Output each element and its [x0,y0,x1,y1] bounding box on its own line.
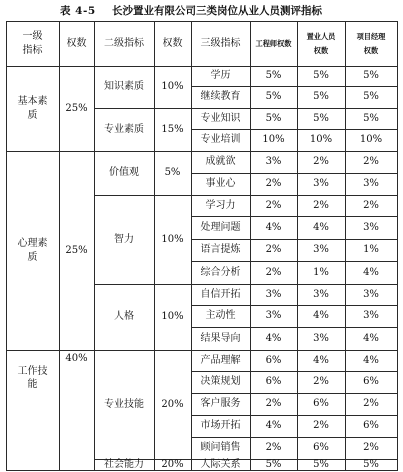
practitioner-weight: 6% [313,398,329,410]
engineer-weight: 5% [265,70,282,82]
pm-weight: 5% [363,91,379,103]
practitioner-weight: 5% [313,91,329,103]
header-level2: 二级指标 [104,37,144,49]
level2-weight: 10% [161,311,184,323]
header-level3: 三级指标 [200,37,241,49]
header-practitioner-weight: 置业人员 权数 [306,31,336,55]
level3-name: 自信开拓 [200,288,241,300]
level3-name: 客户服务 [200,398,241,410]
level3-name: 市场开拓 [200,420,241,432]
level3-name: 产品理解 [200,354,241,366]
practitioner-weight: 3% [313,244,329,256]
engineer-weight: 5% [265,91,282,103]
engineer-weight: 3% [265,310,282,322]
pm-weight: 3% [363,310,379,322]
engineer-weight: 4% [265,221,282,233]
engineer-weight: 10% [262,134,285,146]
level2-name: 专业技能 [104,398,144,410]
pm-weight: 5% [363,70,379,82]
level2-weight: 5% [164,167,181,179]
pm-weight: 2% [363,398,379,410]
engineer-weight: 4% [265,332,282,344]
level3-name: 学习力 [205,199,236,211]
table-number: 表 4-5 [60,5,96,17]
practitioner-weight: 2% [313,420,329,432]
level3-name: 继续教育 [200,91,241,103]
level2-name: 人格 [114,311,134,323]
pm-weight: 2% [363,156,379,168]
engineer-weight: 2% [265,442,282,454]
engineer-weight: 2% [265,199,282,211]
engineer-weight: 6% [265,354,282,366]
practitioner-weight: 2% [313,199,329,211]
level2-weight: 10% [161,233,184,245]
pm-weight: 2% [363,199,379,211]
practitioner-weight: 4% [313,221,329,233]
level3-name: 专业培训 [200,134,241,146]
level2-name: 知识素质 [104,81,144,93]
level2-weight: 15% [161,123,184,135]
header-level2-weight: 权数 [162,37,183,49]
pm-weight: 6% [363,376,379,388]
engineer-weight: 3% [265,156,282,168]
pm-weight: 3% [363,221,379,233]
pm-weight: 10% [359,134,383,146]
engineer-weight: 4% [265,420,282,432]
header-level1-weight: 权数 [66,37,87,49]
pm-weight: 2% [363,442,379,454]
level3-name: 人际关系 [200,459,241,471]
pm-weight: 1% [363,244,379,256]
engineer-weight: 3% [265,288,282,300]
level3-name: 语言提炼 [200,244,241,256]
level2-weight: 20% [161,459,184,471]
level1-name: 工作技 能 [17,365,48,390]
level3-name: 成就欲 [205,156,236,168]
practitioner-weight: 5% [313,459,329,471]
engineer-weight: 2% [265,398,282,410]
pm-weight: 4% [363,354,379,366]
engineer-weight: 6% [265,376,282,388]
practitioner-weight: 1% [313,266,329,278]
pm-weight: 5% [363,112,379,124]
practitioner-weight: 3% [313,178,329,190]
practitioner-weight: 4% [313,354,329,366]
level2-name: 智力 [114,233,134,245]
practitioner-weight: 2% [313,156,329,168]
practitioner-weight: 3% [313,288,329,300]
level1-name: 心理素 质 [17,238,48,263]
column-line [397,21,398,471]
header-engineer-weight: 工程师权数 [255,38,292,48]
level1-name: 基本素 质 [17,96,48,121]
level2-weight: 10% [161,81,184,93]
level2-name: 价值观 [109,167,139,179]
level3-name: 事业心 [205,178,236,190]
engineer-weight: 2% [265,178,282,190]
pm-weight: 4% [363,266,379,278]
table-title: 长沙置业有限公司三类岗位从业人员测评指标 [112,5,322,17]
engineer-weight: 2% [265,244,282,256]
pm-weight: 3% [363,288,379,300]
pm-weight: 4% [363,332,379,344]
pm-weight: 5% [363,459,379,471]
practitioner-weight: 2% [313,376,329,388]
level3-name: 主动性 [205,310,236,322]
practitioner-weight: 4% [313,310,329,322]
level3-name: 学历 [210,70,231,82]
header-pm-weight: 项目经理 权数 [356,31,386,55]
level3-name: 专业知识 [200,112,241,124]
level2-name: 社会能力 [104,459,144,471]
pm-weight: 3% [363,178,379,190]
level3-name: 结果导向 [200,332,241,344]
practitioner-weight: 5% [313,112,329,124]
header-level1: 一级 指标 [22,31,43,56]
practitioner-weight: 3% [313,332,329,344]
level2-name: 专业素质 [104,123,144,135]
level2-weight: 20% [161,398,184,410]
engineer-weight: 2% [265,266,282,278]
level3-name: 决策规划 [200,376,241,388]
practitioner-weight: 5% [313,70,329,82]
engineer-weight: 5% [265,112,282,124]
pm-weight: 6% [363,420,379,432]
level3-name: 处理问题 [200,221,241,233]
level1-weight: 40% [65,353,88,365]
engineer-weight: 5% [265,459,282,471]
level3-name: 顾问销售 [200,442,241,454]
practitioner-weight: 6% [313,442,329,454]
level1-weight: 25% [65,102,88,114]
level3-name: 综合分析 [200,266,241,278]
practitioner-weight: 10% [309,134,333,146]
level1-weight: 25% [65,244,88,256]
